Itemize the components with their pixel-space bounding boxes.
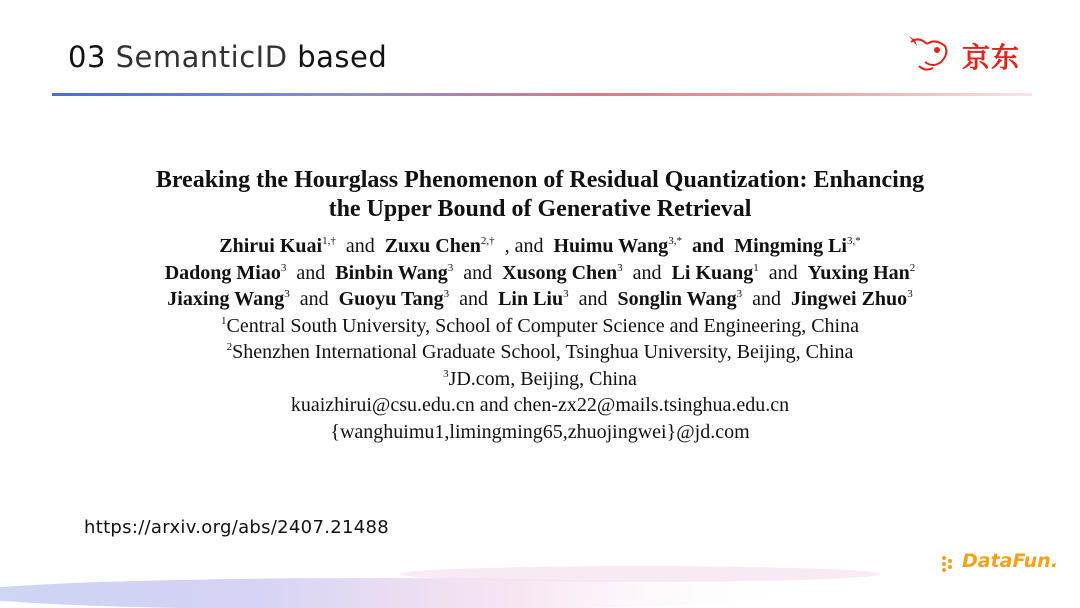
author-name: Yuxing Han — [807, 261, 910, 284]
author-name: Binbin Wang — [335, 261, 448, 284]
email-line-2: {wanghuimu1,limingming65,zhuojingwei}@jd.com — [330, 420, 750, 443]
author-affiliation-marker: 3 — [443, 288, 450, 300]
title-underline — [52, 93, 1032, 96]
author-affiliation-marker: 3 — [447, 261, 454, 274]
slide-title-number: 03 — [68, 40, 116, 74]
author-separator: and — [453, 261, 503, 284]
author-name: Jiaxing Wang — [167, 288, 285, 310]
author-affiliation-marker: 1 — [753, 261, 759, 274]
affiliation-text: Central South University, School of Computer Science and Engineering, China — [226, 314, 859, 337]
author-name: Zhirui Kuai — [219, 235, 323, 257]
paper-title-line-1: Breaking the Hourglass Phenomenon of Residual Quantization: Enhancing — [155, 167, 925, 193]
arxiv-link[interactable]: https://arxiv.org/abs/2407.21488 — [84, 517, 389, 538]
affiliation-line — [90, 339, 990, 366]
author-affiliation-marker: 3,* — [846, 235, 861, 247]
author-separator: and — [622, 261, 672, 284]
author-affiliation-marker: 1,† — [322, 235, 336, 247]
author-separator: and — [286, 261, 336, 284]
affiliation-marker: 2 — [226, 341, 233, 353]
datafun-dots-icon — [940, 553, 960, 575]
bottom-decorative-glow — [0, 560, 1080, 608]
author-affiliation-marker: 3 — [563, 288, 569, 300]
email-line-1: kuaizhirui@csu.edu.cn and chen-zx22@mails.tsinghua.edu.cn — [290, 394, 790, 416]
author-affiliation-marker: 3 — [284, 288, 290, 300]
author-name: Songlin Wang — [617, 288, 737, 310]
author-row — [90, 260, 990, 287]
slide-title — [68, 40, 387, 74]
author-separator: and — [335, 235, 385, 257]
slide-title-topic: SemanticID — [115, 40, 288, 74]
author-separator: and — [742, 288, 792, 310]
author-row — [90, 286, 990, 313]
author-name: Mingming Li — [734, 235, 847, 257]
author-name: Li Kuang — [671, 261, 754, 284]
author-separator: and — [289, 288, 339, 310]
author-affiliation-marker: 3 — [280, 261, 287, 274]
affiliation-marker: 1 — [221, 314, 227, 327]
author-affiliation-marker: 2,† — [480, 235, 495, 247]
author-separator: and — [758, 261, 808, 284]
affiliation-list — [90, 313, 990, 393]
author-name: Xusong Chen — [502, 261, 618, 284]
author-separator: and — [681, 235, 735, 257]
author-row — [90, 233, 990, 260]
paper-title-line-2: the Upper Bound of Generative Retrieval — [328, 196, 752, 222]
author-separator: and — [568, 288, 618, 310]
jd-logo-text: 京东 — [962, 41, 1021, 74]
author-name: Huimu Wang — [553, 235, 669, 257]
author-name: Dadong Miao — [164, 261, 281, 284]
author-name: Jingwei Zhuo — [791, 288, 908, 310]
author-affiliation-marker: 3 — [617, 261, 623, 274]
affiliation-text: JD.com, Beijing, China — [448, 367, 637, 390]
author-affiliation-marker: 2 — [909, 261, 916, 274]
datafun-logo — [962, 550, 1058, 572]
author-affiliation-marker: 3 — [907, 288, 913, 300]
affiliation-marker: 3 — [443, 367, 449, 380]
author-affiliation-marker: 3 — [736, 288, 743, 300]
datafun-logo-text: DataFun. — [962, 550, 1058, 572]
author-affiliation-marker: 3,* — [668, 235, 682, 247]
paper-title — [90, 166, 990, 224]
author-name: Lin Liu — [498, 288, 564, 310]
paper-header-screenshot — [90, 166, 990, 445]
author-name: Zuxu Chen — [384, 235, 481, 257]
affiliation-text: Shenzhen International Graduate School, Tsinghua University, Beijing, China — [232, 341, 854, 363]
author-separator: and — [449, 288, 499, 310]
affiliation-line — [90, 366, 990, 393]
author-list — [90, 233, 990, 313]
author-name: Guoyu Tang — [338, 288, 444, 310]
slide-title-suffix: based — [287, 40, 388, 74]
affiliation-line — [90, 313, 990, 340]
author-separator: , and — [494, 235, 554, 257]
